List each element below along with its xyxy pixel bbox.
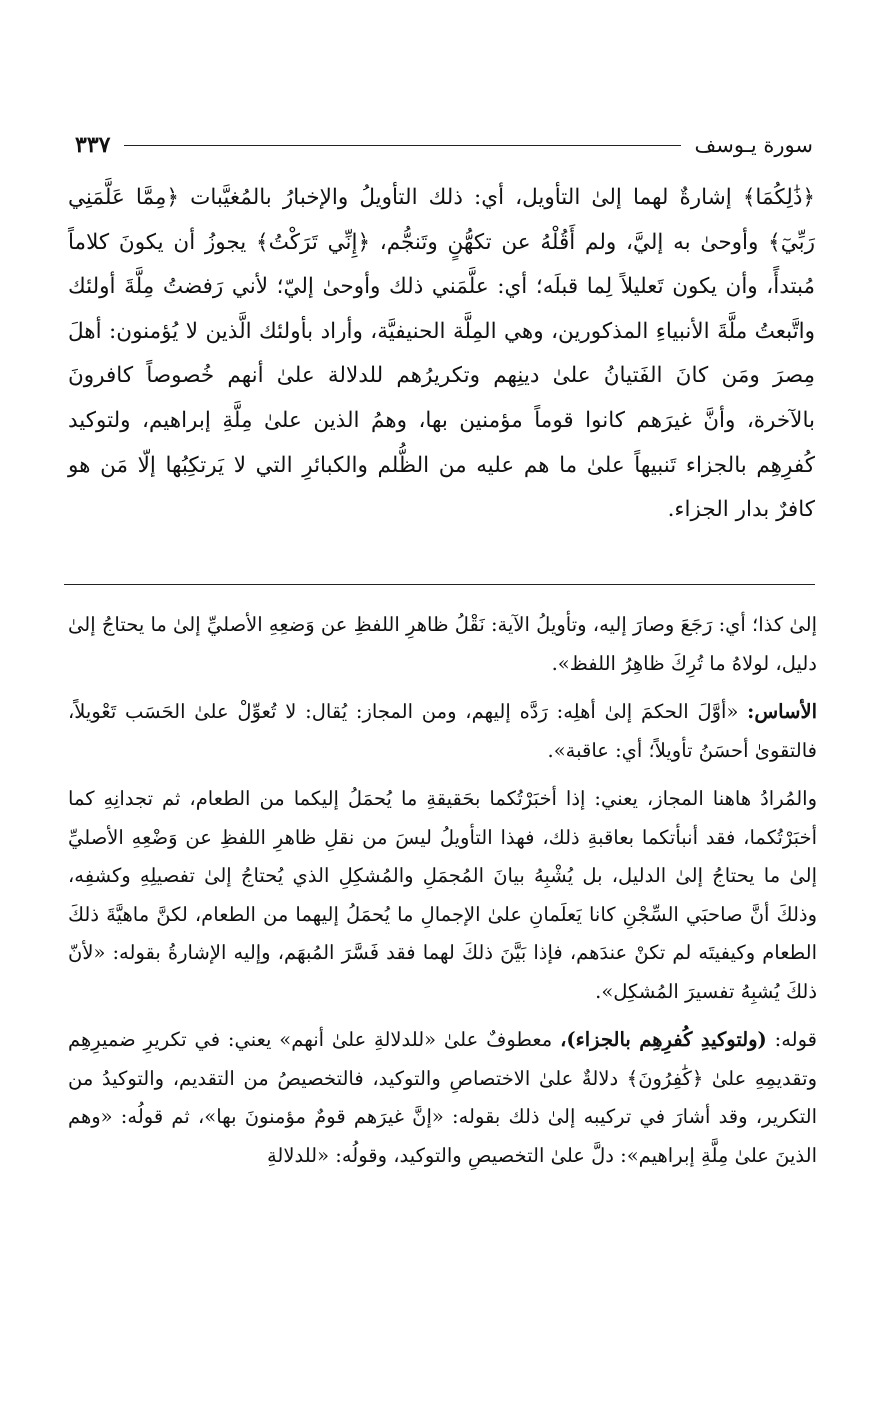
footnote-separator xyxy=(64,584,815,585)
main-line: يَرتكِبُها إلّا مَن هو كافرٌ بدار الجزاء. xyxy=(68,452,815,523)
surah-title: سورة يـوسف xyxy=(694,133,813,157)
footnote-paragraph: إلىٰ كذا؛ أي: رَجَعَ وصارَ إليه، وتأويلُ الآية: نَقْلُ ظاهرِ اللفظِ عن وَضعِهِ الأصليِّ إلىٰ ما يحتاجُ إلىٰ دليل، لولاهُ ما تُرِكَ ظاهِرُ اللفظ». xyxy=(68,613,817,675)
footnotes xyxy=(68,606,817,1185)
header-rule xyxy=(124,145,680,146)
footnote-paragraph xyxy=(68,1021,817,1175)
main-line: ﴿ذَٰلِكُمَا﴾ إشارةٌ لهما إلىٰ التأويل، أي: ذلك التأويلُ والإخبارُ بالمُغيَّبات ﴿مِمَّا xyxy=(135,185,815,210)
footnote-text: معطوفٌ علىٰ «للدلالةِ علىٰ أنهم» يعني: في تكريرِ ضميرِهِم وتقديمِهِ علىٰ ﴿كَٰفِرُونَ﴾ دلالةٌ علىٰ الاختصاصِ والتوكيد، فالتخصيصُ من التقديم، والتوكيدُ من التكرير، وقد أشارَ في تركيبه إلىٰ ذلك بقوله: «إنَّ غيرَهم قومٌ مؤمنونَ بها»، ثم قولُه: «وهم الذينَ علىٰ مِلَّةِ إبراهيم»: دلَّ علىٰ التخصيصِ والتوكيد، وقولُه: «للدلالةِ xyxy=(68,1028,817,1167)
footnote-paragraph xyxy=(68,693,817,770)
main-paragraph xyxy=(68,176,815,533)
main-line: إبراهيم، ولتوكيد كُفرِهِم بالجزاء تَنبيهاً علىٰ ما هم عليه من الظُّلم والكبائرِ التي لا xyxy=(68,407,815,478)
main-text xyxy=(68,176,815,533)
footnote-text: «أوَّلَ الحكمَ إلىٰ أهلِه: رَدَّه إليهم، ومن المجاز: يُقال: لا تُعوِّلْ علىٰ الحَسَب تَعْويلاً، فالتقوىٰ أحسَنُ تأويلاً؛ أي: عاقبة». xyxy=(68,700,817,762)
page-header xyxy=(75,128,813,162)
main-line: خُصوصاً كافرونَ بالآخرة، وأنَّ غيرَهم كانوا قوماً مؤمنين بها، وهمُ الذين علىٰ مِلَّةِ xyxy=(68,363,815,433)
footnote-paragraph: والمُرادُ هاهنا المجاز، يعني: إذا أخبَرْتُكما بحَقيقةِ ما يُحمَلُ إليكما من الطعام، ثم تجدانِهِ كما أخبَرْتُكما، فقد أنبأتكما بعاقبةِ ذلك، فهذا التأويلُ ليسَ من نقلِ ظاهرِ اللفظِ عن وَضْعِهِ الأصليِّ إلىٰ ما يحتاجُ إلىٰ الدليل، بل يُشْبِهُ بيانَ المُجمَلِ والمُشكِلِ الذي يُحتاجُ إلىٰ تفصيلِهِ وكشفِه، وذلكَ أنَّ صاحبَي السِّجْنِ كانا يَعلَمانِ علىٰ الإجمالِ ما يُحمَلُ إليهما من الطعام، لكنَّ ماهيَّةَ ذلكَ الطعام وكيفيتَه لم تكنْ عندَهم، فإذا بَيَّنَ ذلكَ لهما فقد فَسَّرَ المُبهَم، وإليه الإشارةُ بقوله: «لأنّ ذلكَ يُشبِهُ تفسيرَ المُشكِل». xyxy=(68,787,817,1003)
main-line: عَلَّمَنِي رَبِّيٓ﴾ وأوحىٰ به إليَّ، ولم أَقُلْهُ عن تكهُّنٍ وتَنجُّم، ﴿إِنِّي تَرَكْتُ﴾ يجوزُ أن يكونَ xyxy=(68,185,816,255)
page-number: ٣٣٧ xyxy=(75,132,111,158)
main-line: مِلَّةَ أولئك واتَّبعتُ ملَّةَ الأنبياءِ المذكورين، وهي المِلَّة الحنيفيَّة، وأراد بأولئك الَّذين xyxy=(68,274,815,344)
footnote-quote: (ولتوكيدِ كُفرِهِم بالجزاء)، xyxy=(560,1028,767,1051)
footnote-source-label: الأساس: xyxy=(747,700,817,723)
main-line: لا يُؤمنون: أهلَ مِصرَ ومَن كانَ الفَتيانُ علىٰ دينِهم وتكريرُهم للدلالة علىٰ أنهم xyxy=(68,318,815,389)
main-line: كلاماً مُبتدأً، وأن يكون تَعليلاً لِما قبلَه؛ أي: علَّمَني ذلك وأوحىٰ إليّ؛ لأني رَفضتُ xyxy=(68,229,815,300)
footnote-label: قوله: xyxy=(774,1028,817,1051)
